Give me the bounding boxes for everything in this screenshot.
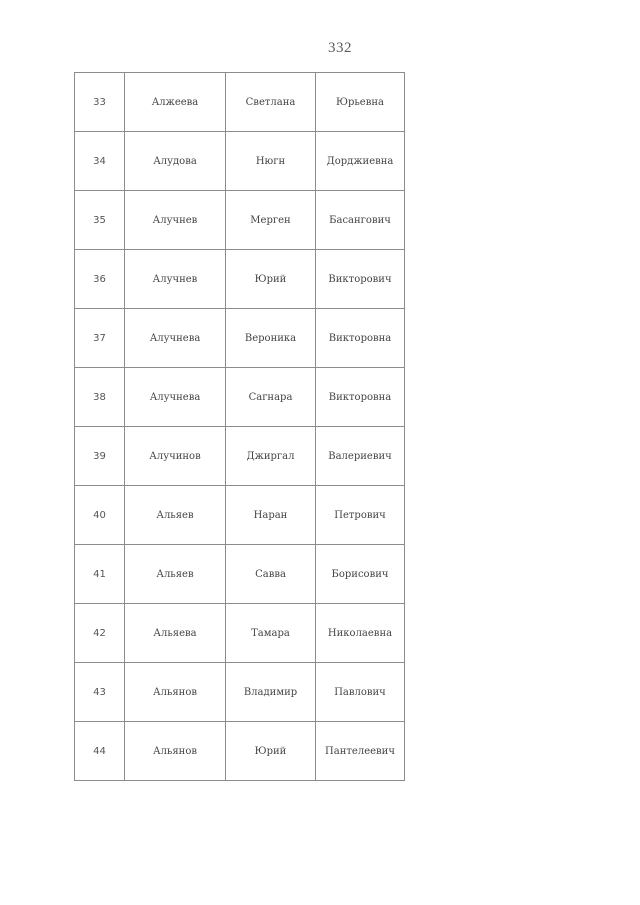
table-row (75, 722, 405, 781)
names-table-body (75, 73, 405, 781)
surname-cell: Алучнева (125, 309, 226, 368)
table-row (75, 604, 405, 663)
first-name-cell: Нюгн (226, 132, 316, 191)
patronymic-cell: Петрович (316, 486, 405, 545)
first-name-cell: Юрий (226, 250, 316, 309)
page-number: 332 (328, 40, 352, 56)
surname-cell: Альяев (125, 545, 226, 604)
surname-cell: Алучнев (125, 191, 226, 250)
surname-cell: Альянов (125, 722, 226, 781)
row-number-cell: 34 (75, 132, 125, 191)
names-table (74, 72, 405, 781)
surname-cell: Алучинов (125, 427, 226, 486)
row-number-cell: 39 (75, 427, 125, 486)
surname-cell: Алучнев (125, 250, 226, 309)
row-number-cell: 44 (75, 722, 125, 781)
surname-cell: Алудова (125, 132, 226, 191)
row-number-cell: 35 (75, 191, 125, 250)
patronymic-cell: Басангович (316, 191, 405, 250)
row-number-cell: 42 (75, 604, 125, 663)
first-name-cell: Сагнара (226, 368, 316, 427)
table-row (75, 191, 405, 250)
row-number-cell: 43 (75, 663, 125, 722)
table-row (75, 309, 405, 368)
first-name-cell: Юрий (226, 722, 316, 781)
patronymic-cell: Павлович (316, 663, 405, 722)
surname-cell: Алжеева (125, 73, 226, 132)
table-row (75, 486, 405, 545)
first-name-cell: Савва (226, 545, 316, 604)
first-name-cell: Наран (226, 486, 316, 545)
patronymic-cell: Валериевич (316, 427, 405, 486)
surname-cell: Альяева (125, 604, 226, 663)
patronymic-cell: Пантелеевич (316, 722, 405, 781)
surname-cell: Альяев (125, 486, 226, 545)
first-name-cell: Владимир (226, 663, 316, 722)
patronymic-cell: Викторовна (316, 309, 405, 368)
surname-cell: Алучнева (125, 368, 226, 427)
patronymic-cell: Викторович (316, 250, 405, 309)
first-name-cell: Мерген (226, 191, 316, 250)
patronymic-cell: Дорджиевна (316, 132, 405, 191)
patronymic-cell: Юрьевна (316, 73, 405, 132)
patronymic-cell: Борисович (316, 545, 405, 604)
first-name-cell: Светлана (226, 73, 316, 132)
patronymic-cell: Викторовна (316, 368, 405, 427)
row-number-cell: 33 (75, 73, 125, 132)
row-number-cell: 40 (75, 486, 125, 545)
first-name-cell: Тамара (226, 604, 316, 663)
patronymic-cell: Николаевна (316, 604, 405, 663)
table-row (75, 132, 405, 191)
table-row (75, 250, 405, 309)
table-row (75, 368, 405, 427)
surname-cell: Альянов (125, 663, 226, 722)
table-row (75, 73, 405, 132)
row-number-cell: 36 (75, 250, 125, 309)
row-number-cell: 41 (75, 545, 125, 604)
first-name-cell: Вероника (226, 309, 316, 368)
first-name-cell: Джиргал (226, 427, 316, 486)
row-number-cell: 38 (75, 368, 125, 427)
table-row (75, 427, 405, 486)
table-row (75, 663, 405, 722)
row-number-cell: 37 (75, 309, 125, 368)
table-row (75, 545, 405, 604)
